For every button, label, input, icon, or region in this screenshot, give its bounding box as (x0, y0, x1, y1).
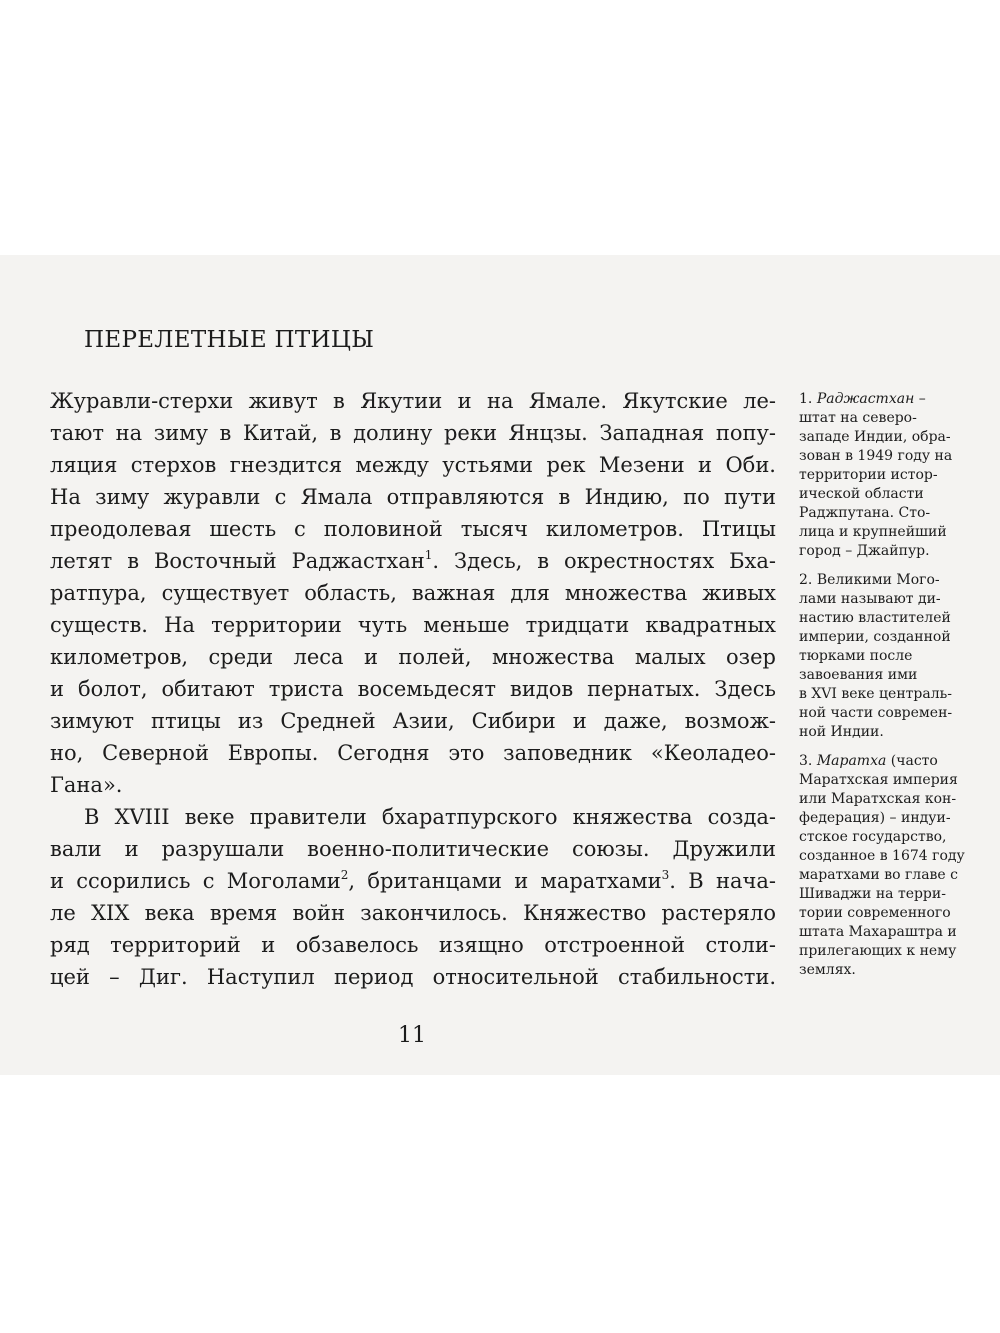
text-line: километров, среди леса и полей, множества малых озер (50, 645, 776, 669)
footnote-line: тории современного (799, 905, 951, 921)
footnote-term: Раджастхан (816, 391, 915, 407)
text-line: Гана». (50, 773, 123, 797)
text-line: Журавли-стерхи живут в Якутии и на Ямале. Якутские ле- (50, 389, 776, 413)
footnote-line: маратхами во главе с (799, 867, 958, 883)
footnote-line: тюрками после (799, 648, 913, 664)
footnote-number: 2. (799, 572, 813, 588)
text-segment: , британцами и маратхами (348, 869, 662, 893)
footnote-line (799, 752, 971, 771)
footnote-line: Маратхская империя (799, 772, 958, 788)
text-segment: летят в Восточный Раджастхан (50, 549, 425, 573)
book-page (0, 255, 1000, 1075)
footnote-line (799, 571, 971, 590)
footnote-text: – (914, 391, 926, 407)
footnote-line: штат на северо- (799, 410, 917, 426)
text-line (50, 545, 776, 577)
footnote-ref-2: 2 (340, 868, 349, 882)
footnote-line (799, 390, 971, 409)
footnote-term: Маратха (816, 753, 887, 769)
footnote-number: 1. (799, 391, 813, 407)
footnote-line: созданное в 1674 году (799, 848, 965, 864)
footnote-text: Великими Мого- (816, 572, 940, 588)
text-line: тают на зиму в Китай, в долину реки Янцзы. Западная попу- (50, 421, 776, 445)
footnote-number: 3. (799, 753, 813, 769)
text-line (50, 865, 776, 897)
footnote-line: землях. (799, 962, 856, 978)
text-line: ряд территорий и обзавелось изящно отстроенной столи- (50, 933, 776, 957)
footnote-line: зован в 1949 году на (799, 448, 953, 464)
text-segment: . В нача- (669, 869, 776, 893)
main-text-column (50, 325, 776, 993)
footnote-line: империи, созданной (799, 629, 951, 645)
text-segment: и ссорились с Моголами (50, 869, 341, 893)
text-segment: . Здесь, в окрестностях Бха- (432, 549, 776, 573)
footnote-line: Шиваджи на терри- (799, 886, 946, 902)
page-title: ПЕРЕЛЕТНЫЕ ПТИЦЫ (84, 327, 375, 353)
footnote-line: Раджпутана. Сто- (799, 505, 931, 521)
text-line: ляция стерхов гнездится между устьями рек Мезени и Оби. (50, 453, 776, 477)
footnote-line: город – Джайпур. (799, 543, 930, 559)
footnote-ref-3: 3 (661, 868, 670, 882)
footnote-3 (799, 752, 971, 980)
text-line: и болот, обитают триста восемьдесят видов пернатых. Здесь (50, 677, 776, 701)
footnote-line: в XVI веке централь- (799, 686, 952, 702)
footnote-line: настию властителей (799, 610, 951, 626)
footnotes-column (799, 390, 971, 990)
footnote-line: ной Индии. (799, 724, 884, 740)
footnote-line: ной части современ- (799, 705, 953, 721)
text-line: цей – Диг. Наступил период относительной стабильности. (50, 965, 776, 989)
footnote-line: территории истор- (799, 467, 938, 483)
text-line: зимуют птицы из Средней Азии, Сибири и даже, возмож- (50, 709, 776, 733)
footnote-line: стское государство, (799, 829, 947, 845)
text-line: вали и разрушали военно-политические союзы. Дружили (50, 837, 776, 861)
text-line: преодолевая шесть с половиной тысяч километров. Птицы (50, 517, 776, 541)
text-line: ле XIX века время войн закончилось. Княжество растеряло (50, 901, 776, 925)
footnote-line: прилегающих к нему (799, 943, 957, 959)
footnote-1 (799, 390, 971, 561)
footnote-line: федерация) – индуи- (799, 810, 951, 826)
body-text (50, 385, 776, 993)
footnote-line: западе Индии, обра- (799, 429, 951, 445)
footnote-line: лица и крупнейший (799, 524, 947, 540)
page-number: 11 (398, 1023, 426, 1048)
footnote-2 (799, 571, 971, 742)
text-line: ратпура, существует область, важная для множества живых (50, 581, 776, 605)
footnote-line: или Маратхская кон- (799, 791, 957, 807)
footnote-line: завоевания ими (799, 667, 918, 683)
text-line: но, Северной Европы. Сегодня это заповедник «Кеоладео- (50, 741, 776, 765)
text-line: существ. На территории чуть меньше тридцати квадратных (50, 613, 776, 637)
footnote-line: лами называют ди- (799, 591, 941, 607)
footnote-ref-1: 1 (424, 548, 433, 562)
footnote-line: ической области (799, 486, 924, 502)
text-line: На зиму журавли с Ямала отправляются в Индию, по пути (50, 485, 776, 509)
text-line: В XVIII веке правители бхаратпурского княжества созда- (84, 805, 776, 829)
footnote-line: штата Махараштра и (799, 924, 957, 940)
footnote-text: (часто (886, 753, 938, 769)
